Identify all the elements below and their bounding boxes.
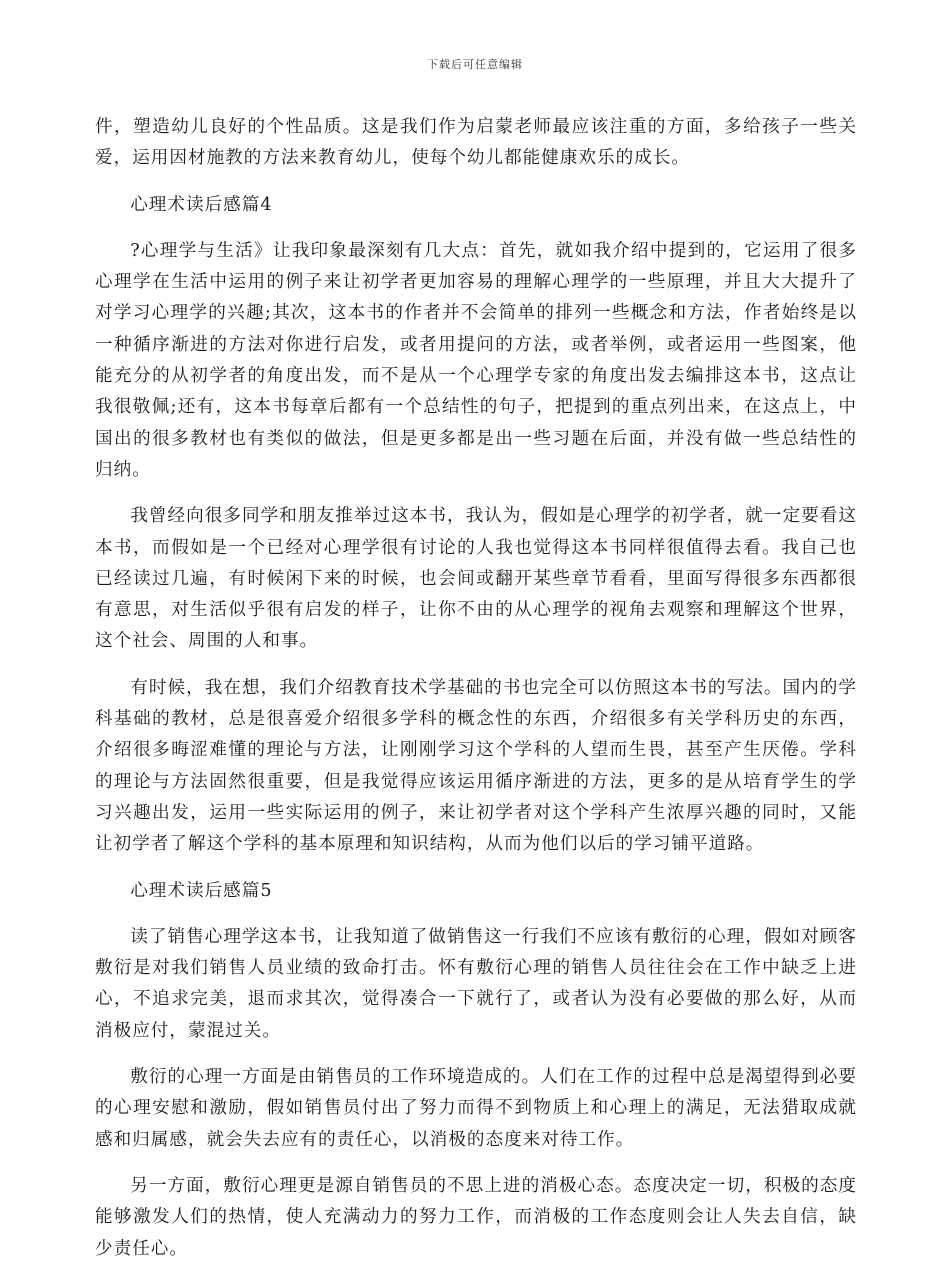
document-body [95, 112, 857, 1280]
page-header: 下载后可任意编辑 [427, 58, 523, 71]
paragraph: ?心理学与生活》让我印象最深刻有几大点：首先，就如我介绍中提到的，它运用了很多心理学在生活中运用的例子来让初学者更加容易的理解心理学的一些原理，并且大大提升了对学习心理学的兴趣;其次，这本书的作者并不会简单的排列一些概念和方法，作者始终是以一种循序渐进的方法对你进行启发，或者用提问的方法，或者举例，或者运用一些图案，他能充分的从初学者的角度出发，而不是从一个心理学专家的角度出发去编排这本书，这点让我很敬佩;还有，这本书每章后都有一个总结性的句子，把提到的重点列出来，在这点上，中国出的很多教材也有类似的做法，但是更多都是出一些习题在后面，并没有做一些总结性的归纳。 [95, 240, 857, 480]
paragraph: 读了销售心理学这本书，让我知道了做销售这一行我们不应该有敷衍的心理，假如对顾客敷衍是对我们销售人员业绩的致命打击。怀有敷衍心理的销售人员往往会在工作中缺乏上进心，不追求完美，退而求其次，觉得凑合一下就行了，或者认为没有必要做的那么好，从而消极应付，蒙混过关。 [95, 926, 857, 1041]
section-heading: 心理术读后感篇4 [130, 194, 273, 215]
paragraph: 另一方面，敷衍心理更是源自销售员的不思上进的消极心态。态度决定一切，积极的态度能够激发人们的热情，使人充满动力的努力工作，而消极的工作态度则会让人失去自信，缺少责任心。 [95, 1175, 857, 1259]
paragraph: 敷衍的心理一方面是由销售员的工作环境造成的。人们在工作的过程中总是渴望得到必要的心理安慰和激励，假如销售员付出了努力而得不到物质上和心理上的满足，无法猎取成就感和归属感，就会失去应有的责任心，以消极的态度来对待工作。 [95, 1067, 857, 1150]
paragraph: 有时候，我在想，我们介绍教育技术学基础的书也完全可以仿照这本书的写法。国内的学科基础的教材，总是很喜爱介绍很多学科的概念性的东西，介绍很多有关学科历史的东西，介绍很多晦涩难懂的理论与方法，让刚刚学习这个学科的人望而生畏，甚至产生厌倦。学科的理论与方法固然很重要，但是我觉得应该运用循序渐进的方法，更多的是从培育学生的学习兴趣出发，运用一些实际运用的例子，来让初学者对这个学科产生浓厚兴趣的同时，又能让初学者了解这个学科的基本原理和知识结构，从而为他们以后的学习铺平道路。 [95, 677, 857, 855]
section-heading: 心理术读后感篇5 [130, 880, 273, 901]
paragraph-continued: 件，塑造幼儿良好的个性品质。这是我们作为启蒙老师最应该注重的方面，多给孩子一些关爱，运用因材施教的方法来教育幼儿，使每个幼儿都能健康欢乐的成长。 [95, 117, 857, 169]
paragraph: 我曾经向很多同学和朋友推举过这本书，我认为，假如是心理学的初学者，就一定要看这本书，而假如是一个已经对心理学很有讨论的人我也觉得这本书同样很值得去看。我自己也已经读过几遍，有时候闲下来的时候，也会间或翻开某些章节看看，里面写得很多东西都很有意思，对生活似乎很有启发的样子，让你不由的从心理学的视角去观察和理解这个世界，这个社会、周围的人和事。 [95, 506, 857, 652]
